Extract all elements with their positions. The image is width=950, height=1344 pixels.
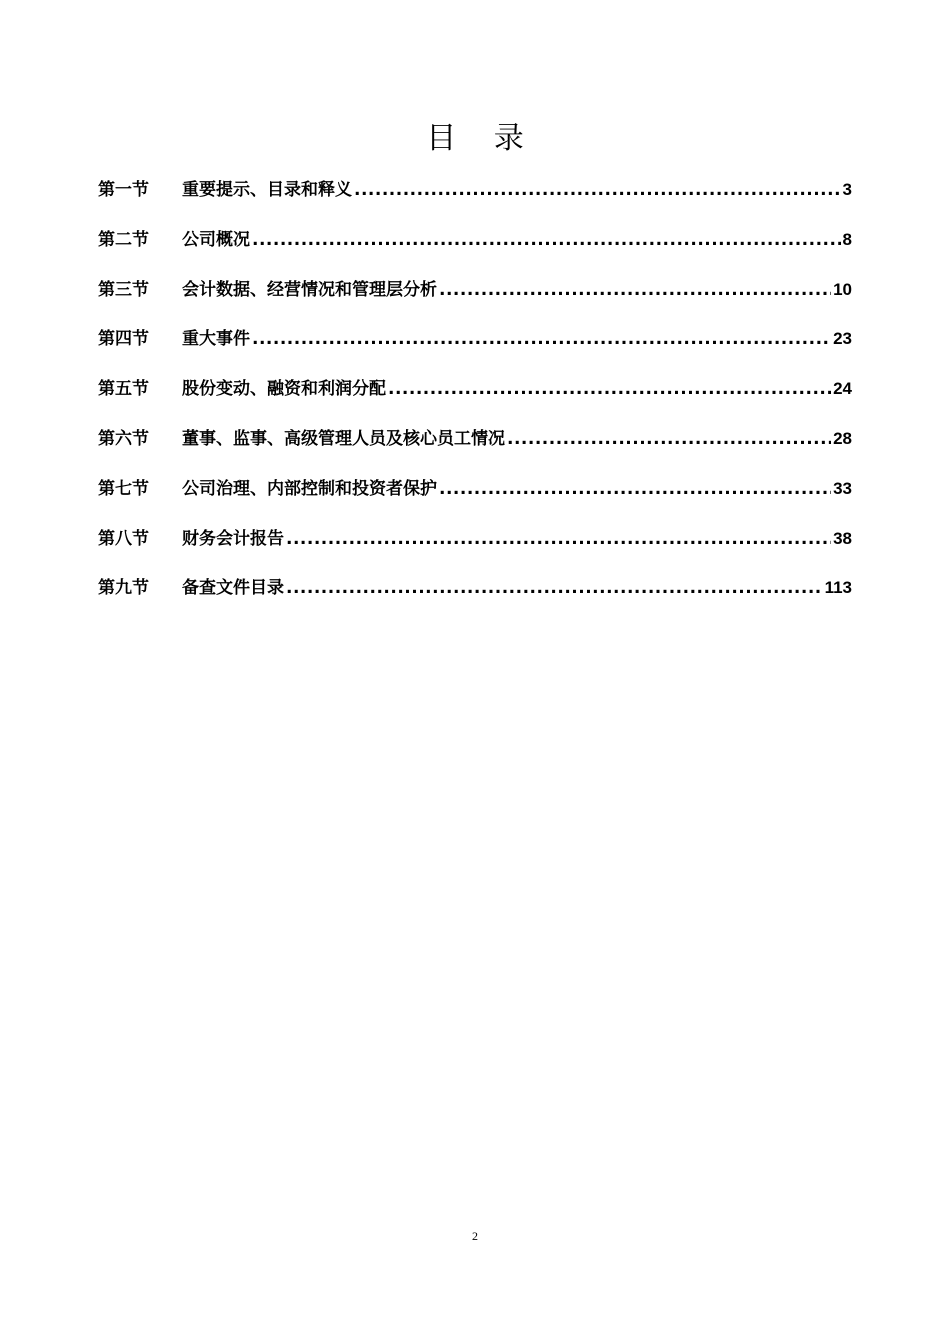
toc-entry[interactable] <box>98 523 852 573</box>
toc-dot-leader <box>354 174 841 206</box>
toc-entry[interactable] <box>98 373 852 423</box>
toc-heading: 公司治理、内部控制和投资者保护 <box>182 478 437 499</box>
toc-heading: 董事、监事、高级管理人员及核心员工情况 <box>182 428 505 449</box>
toc-dot-leader <box>286 572 823 604</box>
toc-dot-leader <box>252 224 841 256</box>
toc-dot-leader <box>439 274 831 306</box>
toc-heading: 公司概况 <box>182 229 250 250</box>
toc-page-number: 24 <box>833 379 852 399</box>
toc-page-number: 113 <box>824 578 852 598</box>
toc-chapter-label: 第八节 <box>98 528 149 549</box>
page-footer-number: 2 <box>472 1229 478 1243</box>
toc-page-number: 38 <box>833 528 852 548</box>
toc-chapter-label: 第七节 <box>98 478 149 499</box>
toc-page-number: 10 <box>833 279 852 299</box>
toc-heading: 会计数据、经营情况和管理层分析 <box>182 279 437 300</box>
toc-page-number: 3 <box>842 180 852 199</box>
toc-entry[interactable] <box>98 323 852 373</box>
toc-entry[interactable] <box>98 572 852 622</box>
toc-chapter-label: 第五节 <box>98 379 149 400</box>
toc-page-number: 28 <box>833 428 852 448</box>
toc-chapter-label: 第三节 <box>98 279 149 300</box>
toc-dot-leader <box>439 473 831 505</box>
toc-entry[interactable] <box>98 174 852 224</box>
toc-chapter-label: 第四节 <box>98 329 149 350</box>
toc-dot-leader <box>507 423 831 455</box>
toc-dot-leader <box>388 373 831 405</box>
toc-chapter-label: 第六节 <box>98 428 149 449</box>
toc-page-number: 33 <box>833 478 852 498</box>
toc-entry[interactable] <box>98 473 852 523</box>
toc-dot-leader <box>252 323 831 355</box>
toc-chapter-label: 第九节 <box>98 578 149 599</box>
toc-title: 目 录 <box>426 121 538 156</box>
toc-entry[interactable] <box>98 423 852 473</box>
toc-page-number: 8 <box>842 229 852 249</box>
toc-list <box>98 174 852 622</box>
toc-entry[interactable] <box>98 274 852 324</box>
toc-heading: 股份变动、融资和利润分配 <box>182 379 386 400</box>
toc-heading: 备查文件目录 <box>182 578 284 599</box>
toc-entry[interactable] <box>98 224 852 274</box>
toc-chapter-label: 第一节 <box>98 180 149 200</box>
toc-page-number: 23 <box>833 329 852 349</box>
toc-chapter-label: 第二节 <box>98 229 149 250</box>
toc-heading: 财务会计报告 <box>182 528 284 549</box>
toc-heading: 重大事件 <box>182 329 250 350</box>
toc-heading: 重要提示、目录和释义 <box>182 180 352 200</box>
toc-dot-leader <box>286 523 831 555</box>
